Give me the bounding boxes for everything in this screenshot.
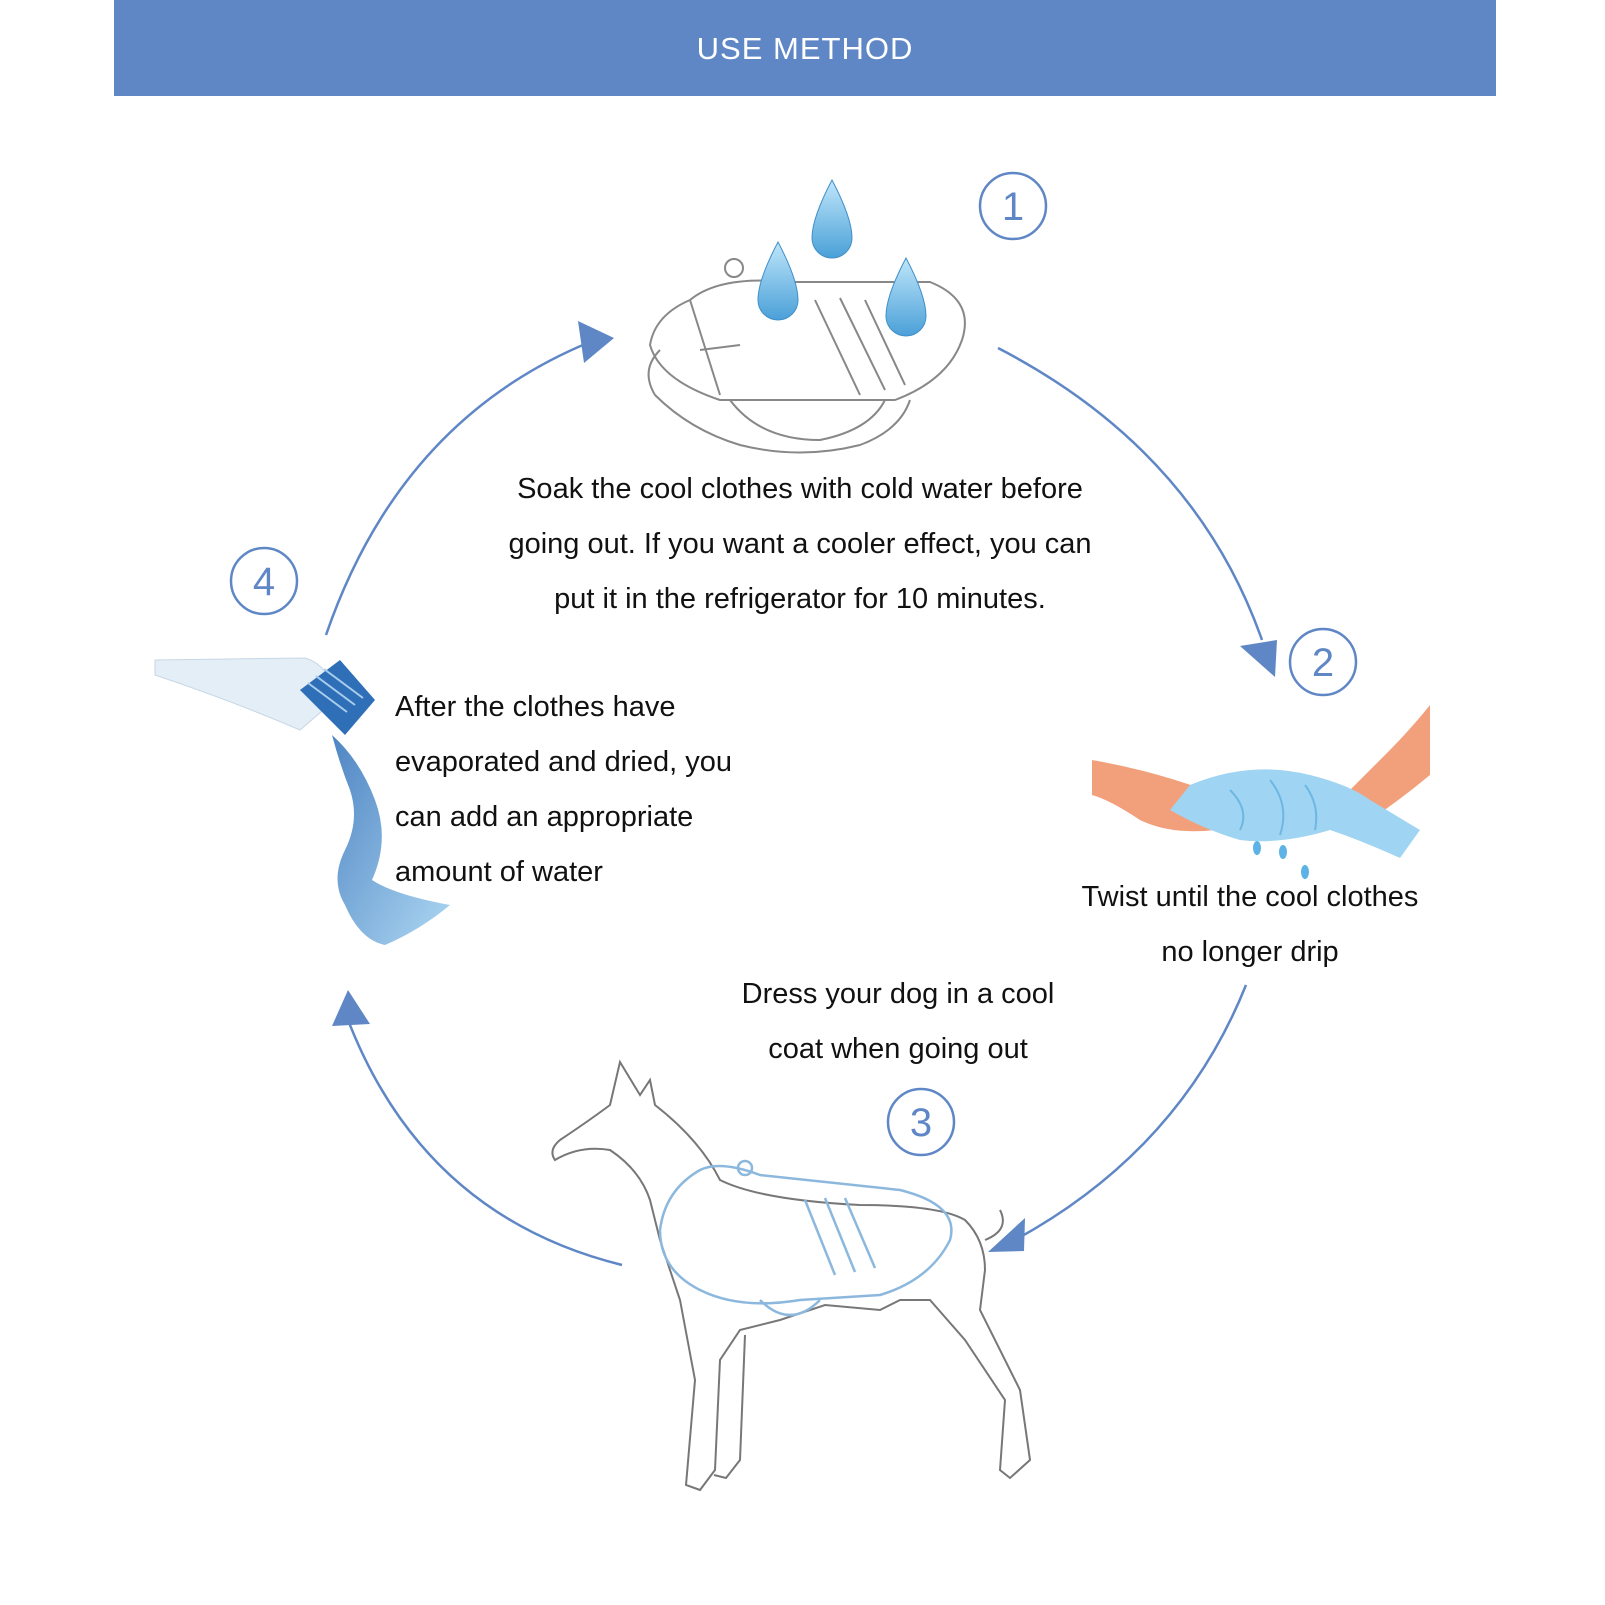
header-title: USE METHOD xyxy=(696,31,914,66)
droplet-icon xyxy=(886,258,926,336)
droplet-icon xyxy=(758,242,798,320)
step-2-number: 2 xyxy=(1311,641,1335,685)
step-4-line: amount of water xyxy=(395,856,603,888)
dog-in-vest-illustration xyxy=(552,1062,1030,1490)
step-2-line: Twist until the cool clothes xyxy=(1081,881,1419,913)
wringing-hands-illustration xyxy=(1092,705,1430,879)
step-4-line: can add an appropriate xyxy=(395,801,694,833)
cooling-vest-on-dog xyxy=(660,1161,951,1315)
arrow-arc-3-to-4 xyxy=(345,1012,622,1265)
step-1-number: 1 xyxy=(1001,185,1025,229)
step-4-description xyxy=(395,680,815,900)
step-1-line: Soak the cool clothes with cold water before xyxy=(517,473,1083,505)
step-3-line: Dress your dog in a cool xyxy=(741,978,1055,1010)
step-1-line: going out. If you want a cooler effect, you can xyxy=(508,528,1092,560)
arrowhead-to-step-1 xyxy=(578,321,614,363)
step-4-line: evaporated and dried, you xyxy=(395,746,732,778)
water-droplet-icons xyxy=(758,180,926,336)
step-2-line: no longer drip xyxy=(1161,936,1339,968)
step-3-number: 3 xyxy=(909,1101,933,1145)
step-1-description xyxy=(440,462,1160,627)
step-4-number: 4 xyxy=(252,560,276,604)
step-2-description xyxy=(1040,870,1460,980)
droplet-icon xyxy=(812,180,852,258)
arrowhead-to-step-2 xyxy=(1240,640,1277,677)
step-4-line: After the clothes have xyxy=(395,691,676,723)
arrowhead-to-step-4 xyxy=(332,990,370,1026)
step-3-description xyxy=(688,967,1108,1077)
step-3-line: coat when going out xyxy=(768,1033,1028,1065)
step-1-line: put it in the refrigerator for 10 minutes. xyxy=(554,583,1046,615)
